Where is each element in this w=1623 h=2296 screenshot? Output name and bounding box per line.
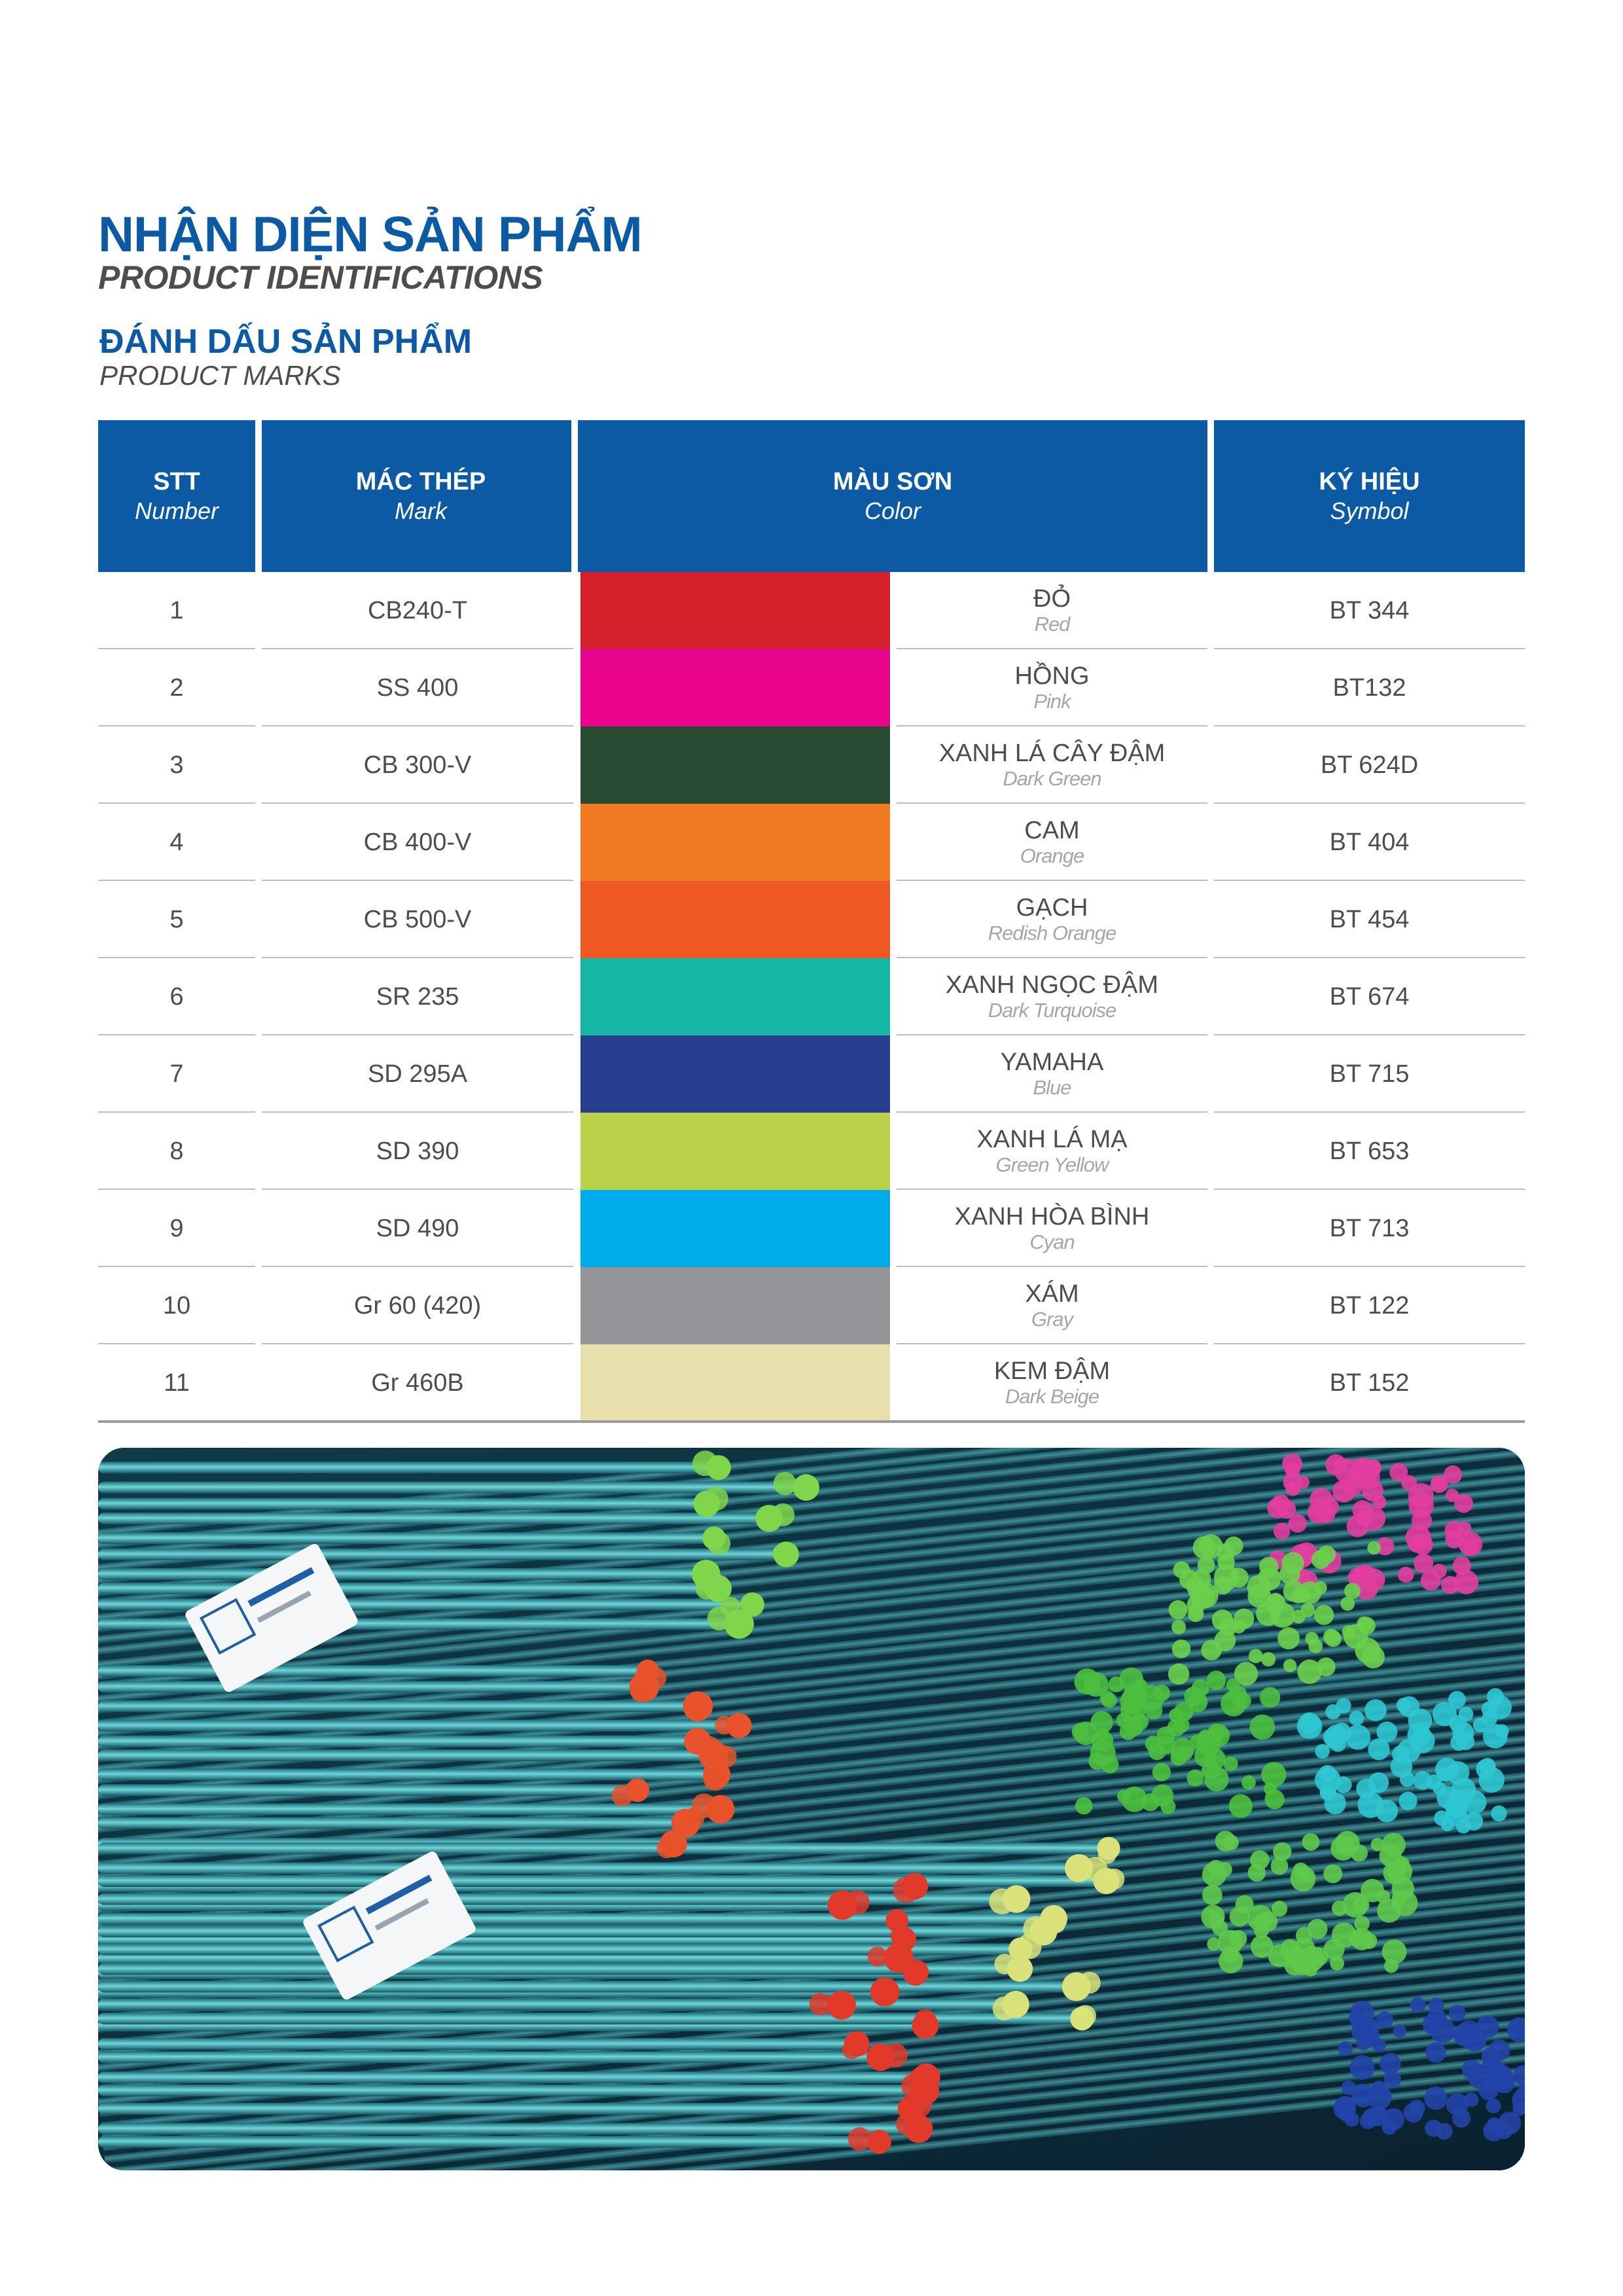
steel-mark: CB240-T (367, 597, 468, 624)
cell-number (98, 1190, 255, 1267)
cell-mark (262, 881, 573, 958)
cell-symbol (1214, 572, 1525, 649)
column-divider (255, 420, 262, 572)
cell-color-name (897, 1267, 1207, 1344)
color-swatch (580, 1344, 890, 1422)
cell-symbol (1214, 958, 1525, 1035)
cell-mark (262, 1267, 573, 1344)
steel-mark: CB 500-V (363, 906, 472, 933)
cell-symbol (1214, 1344, 1525, 1422)
cell-color-name (897, 1190, 1207, 1267)
cell-symbol (1214, 1035, 1525, 1113)
section-heading-english: PRODUCT MARKS (99, 360, 341, 391)
column-header-label: KÝ HIỆU (1319, 468, 1420, 495)
color-name: XANH LÁ MẠ (976, 1126, 1128, 1153)
color-swatch (580, 1190, 890, 1267)
cell-mark (262, 1035, 573, 1113)
cell-symbol (1214, 1190, 1525, 1267)
cell-symbol (1214, 1113, 1525, 1190)
paint-symbol: BT 404 (1329, 829, 1410, 856)
column-header-label: MÁC THÉP (355, 468, 486, 495)
table-row (98, 1267, 1525, 1344)
color-swatch (580, 1113, 890, 1190)
section-heading: ĐÁNH DẤU SẢN PHẨM (99, 323, 473, 361)
cell-number (98, 804, 255, 881)
table-row (98, 804, 1525, 881)
paint-symbol: BT 674 (1329, 983, 1410, 1011)
cell-symbol (1214, 726, 1525, 804)
color-name: HỒNG (1014, 662, 1090, 690)
color-name-english: Orange (1020, 844, 1084, 867)
steel-mark: Gr 60 (420) (353, 1292, 482, 1319)
row-number: 7 (169, 1060, 184, 1088)
cell-mark (262, 572, 573, 649)
color-swatch (580, 572, 890, 649)
table-row (98, 572, 1525, 649)
paint-symbol: BT 715 (1329, 1060, 1410, 1088)
paint-symbol: BT 713 (1329, 1215, 1410, 1242)
section-heading-block (99, 322, 472, 391)
table-row (98, 649, 1525, 726)
cell-number (98, 958, 255, 1035)
row-number: 2 (169, 674, 184, 702)
color-swatch (580, 804, 890, 881)
cell-mark (262, 1113, 573, 1190)
steel-mark: SD 295A (367, 1060, 468, 1088)
cell-symbol (1214, 804, 1525, 881)
color-name: CAM (1024, 817, 1080, 844)
cell-color-name (897, 1113, 1207, 1190)
cell-number (98, 1113, 255, 1190)
cell-number (98, 881, 255, 958)
cell-number (98, 649, 255, 726)
paint-symbol: BT 122 (1329, 1292, 1410, 1319)
column-header-color (578, 420, 1207, 572)
cell-color-name (897, 1035, 1207, 1113)
color-name: XANH NGỌC ĐẬM (945, 971, 1159, 999)
color-name-english: Blue (1033, 1076, 1071, 1099)
table-row (98, 1113, 1525, 1190)
row-number: 1 (169, 597, 184, 624)
color-name: GẠCH (1016, 894, 1088, 922)
column-header-sublabel: Color (864, 497, 921, 524)
steel-mark: CB 300-V (363, 751, 472, 779)
paint-symbol: BT 624D (1320, 751, 1419, 779)
color-name: XÁM (1025, 1280, 1079, 1308)
steel-mark: SD 490 (376, 1215, 459, 1242)
paint-symbol: BT 344 (1329, 597, 1410, 624)
cell-color-name (897, 804, 1207, 881)
color-name: YAMAHA (1000, 1049, 1104, 1076)
row-number: 8 (169, 1138, 184, 1165)
column-header-mark (262, 420, 580, 572)
cell-symbol (1214, 1267, 1525, 1344)
color-name: XANH LÁ CÂY ĐẬM (938, 740, 1166, 767)
page-title: NHẬN DIỆN SẢN PHẨM (98, 207, 642, 262)
row-number: 3 (169, 751, 184, 779)
column-header-number (98, 420, 255, 572)
paint-symbol: BT 653 (1329, 1138, 1410, 1165)
table-bottom-rule (98, 1420, 1525, 1423)
table-row (98, 1035, 1525, 1113)
cell-symbol (1214, 649, 1525, 726)
cell-number (98, 572, 255, 649)
cell-number (98, 1267, 255, 1344)
paint-symbol: BT132 (1332, 674, 1406, 702)
cell-color-name (897, 1344, 1207, 1422)
column-header-sublabel: Number (134, 497, 219, 524)
cell-number (98, 1344, 255, 1422)
table-row (98, 881, 1525, 958)
table-row (98, 726, 1525, 804)
cell-mark (262, 649, 573, 726)
color-name: XANH HÒA BÌNH (954, 1203, 1150, 1230)
cell-mark (262, 958, 573, 1035)
steel-mark: SD 390 (376, 1138, 459, 1165)
color-swatch (580, 881, 890, 958)
table-row (98, 1344, 1525, 1422)
paint-symbol: BT 454 (1329, 906, 1410, 933)
color-name-english: Pink (1033, 690, 1071, 713)
color-name-english: Redish Orange (988, 922, 1116, 944)
color-name-english: Dark Green (1003, 767, 1101, 790)
steel-mark: Gr 460B (371, 1369, 464, 1397)
row-number: 11 (164, 1369, 190, 1397)
table-row (98, 958, 1525, 1035)
color-name: ĐỎ (1033, 585, 1071, 613)
color-name-english: Dark Turquoise (988, 999, 1116, 1022)
steel-mark: SS 400 (376, 674, 459, 702)
cell-color-name (897, 881, 1207, 958)
cell-mark (262, 726, 573, 804)
color-swatch (580, 1267, 890, 1344)
cell-number (98, 726, 255, 804)
table-row (98, 1190, 1525, 1267)
row-number: 4 (169, 829, 184, 856)
column-header-symbol (1214, 420, 1525, 572)
color-swatch (580, 649, 890, 726)
cell-color-name (897, 958, 1207, 1035)
color-swatch (580, 958, 890, 1035)
row-number: 6 (169, 983, 184, 1011)
cell-color-name (897, 572, 1207, 649)
row-number: 5 (169, 906, 184, 933)
color-name-english: Cyan (1029, 1230, 1075, 1253)
row-number: 9 (169, 1215, 184, 1242)
table-header (98, 420, 1525, 572)
color-name-english: Green Yellow (995, 1153, 1109, 1176)
column-header-sublabel: Symbol (1330, 497, 1409, 524)
column-header-label: STT (153, 468, 200, 495)
column-header-label: MÀU SƠN (832, 468, 953, 495)
column-header-sublabel: Mark (395, 497, 447, 524)
column-divider (571, 420, 578, 572)
cell-color-name (897, 649, 1207, 726)
steel-mark: SR 235 (376, 983, 459, 1011)
paint-symbol: BT 152 (1329, 1369, 1410, 1397)
cell-symbol (1214, 881, 1525, 958)
row-number: 10 (162, 1292, 191, 1319)
cell-mark (262, 1344, 573, 1422)
product-marks-table (98, 420, 1525, 1408)
color-swatch (580, 726, 890, 804)
rebar-photo-illustration (98, 1448, 1525, 2170)
page-title-english: PRODUCT IDENTIFICATIONS (98, 259, 543, 296)
cell-mark (262, 1190, 573, 1267)
color-name-english: Gray (1031, 1308, 1073, 1331)
cell-color-name (897, 726, 1207, 804)
color-name: KEM ĐẬM (993, 1357, 1111, 1385)
color-name-english: Dark Beige (1005, 1385, 1099, 1408)
cell-mark (262, 804, 573, 881)
cell-number (98, 1035, 255, 1113)
color-name-english: Red (1034, 613, 1070, 636)
steel-mark: CB 400-V (363, 829, 472, 856)
color-swatch (580, 1035, 890, 1113)
page-title-block (98, 208, 642, 296)
steel-rebar-bundles-photo (98, 1448, 1525, 2170)
column-divider (1207, 420, 1214, 572)
